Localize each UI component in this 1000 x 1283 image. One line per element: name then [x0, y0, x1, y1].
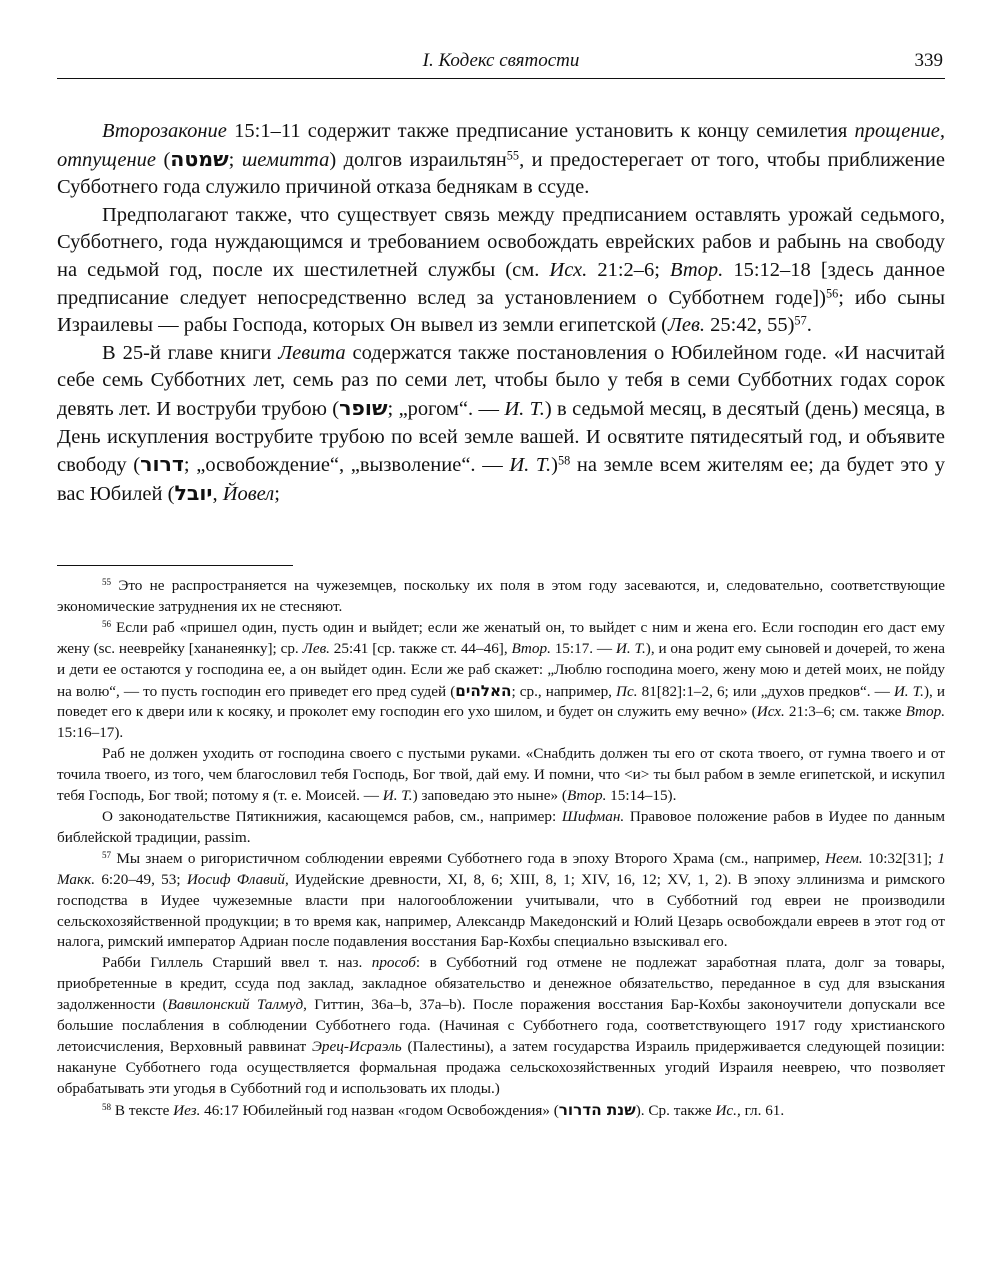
- footnote-divider: [57, 565, 293, 566]
- footnote-ref-55[interactable]: 55: [506, 147, 520, 162]
- footnotes: [57, 576, 945, 1122]
- footnote-number: 55: [102, 576, 112, 587]
- hebrew-word: יובל: [174, 480, 213, 505]
- footnote-57: $^{57}$ Мы знаем о ригористичном соблюдении евреями Субботнего года в эпоху Второго Храма (см., например, Неем. 10:32[31]; 1 Макк. 6:20–49, 53; Иосиф Флавий, Иудейские древности, XI, 8, 6; XIII, 8, 1; XIV, 16, 12; XV, 1, 2). В эпоху эллинизма и римского господства в Иудее чужеземные власти при налогообложении учитывали, что в Субботний год евреи не производили сельскохозяйственной продукции; в то время как, например, Александр Македонский и Юлий Цезарь освобождали евреев в этот год от налога, римский император Адриан после подавления восстания Бар-Кохбы специально взыскивал его.: [57, 849, 945, 951]
- hebrew-word: האלהים: [455, 681, 512, 700]
- footnote-ref-58[interactable]: 58: [557, 453, 571, 468]
- footnote-56-reference: О законодательстве Пятикнижия, касающемся рабов, см., например: Шифман. Правовое положение рабов в Иудее по данным библейской традиции, passim.: [57, 807, 945, 846]
- page-number: 339: [914, 50, 943, 71]
- hebrew-word: שופר: [339, 395, 388, 420]
- paragraph-3: В 25-й главе книги Левита содержатся также постановления о Юбилейном годе. «И насчитай себе семь Субботних лет, семь раз по семи лет, чтобы было у тебя в семи Субботних годах сорок девять лет. И воструби трубою (שופר; „рогом“. — И. Т.) в седьмой месяц, в десятый (день) месяца, в День искупления вострубите трубою по всей земле вашей. И освятите пятидесятый год, и объявите свободу (דרור; „освобождение“, „вызволение“. — И. Т.)$^{58}$ на земле всем жителям ее; да будет это у вас Юбилей (יובל, Йовел;: [57, 341, 946, 505]
- paragraph-2: Предполагают также, что существует связь между предписанием оставлять урожай седьмого, Субботнего, года нуждающимся и требованием освобождать еврейских рабов и рабынь на свободу на седьмой год, после их шестилетней службы (см. Исх. 21:2–6; Втор. 15:12–18 [здесь данное предписание следует непосредственно вслед за установлением о Субботнем годе])$^{56}$; ибо сыны Израилевы — рабы Господа, которых Он вывел из земли египетской (Лев. 25:42, 55)$^{57}$.: [57, 203, 946, 337]
- main-text: [57, 118, 945, 508]
- page-header: [57, 48, 945, 79]
- hebrew-word: דרור: [140, 452, 184, 477]
- footnote-number: 58: [102, 1101, 112, 1112]
- footnote-57-continued: Рабби Гиллель Старший ввел т. наз. прособ: в Субботний год отмене не подлежат заработная плата, долг за товары, приобретенные в кредит, ссуда под заклад, закладное обязательство и денежное обязательство, переданное в суд для взыскания задолженности (Вавилонский Талмуд, Гиттин, 36a–b, 37a–b). После поражения восстания Бар-Кохбы законоучители допускали все большие послабления в соблюдении Субботнего года. (Начиная с Субботнего года, соответствующего 1917 году христианского летоисчисления, Верховный раввинат Эрец-Исраэль (Палестины), а затем государства Израиль придерживается следующей позиции: накануне Субботнего года осуществляется формальная продажа сельскохозяйственных угодий Израиля нееврею, что позволяет обрабатывать эти угодья в Субботний год и использовать их плоды.): [57, 954, 946, 1097]
- paragraph-1: Второзаконие 15:1–11 содержит также предписание установить к концу семилетия прощение, отпущение (שמטה; шемитта) долгов израильтян$^{55}$, и предостерегает от того, чтобы приближение Субботнего года служило причиной отказа беднякам в ссуде.: [57, 120, 946, 199]
- footnote-number: 57: [102, 849, 112, 860]
- running-title: I. Кодекс святости: [422, 50, 580, 71]
- footnote-ref-56[interactable]: 56: [825, 285, 839, 300]
- footnote-56-continued: Раб не должен уходить от господина своего с пустыми руками. «Снабдить должен ты его от скота твоего, от гумна твоего и от точила твоего, из того, чем благословил тебя Господь, Бог твой, дай ему. И помни, что <и> ты был рабом в земле египетской, и искупил тебя Господь, Бог твой; потому я (т. е. Моисей. — И. Т.) заповедаю это ныне» (Втор. 15:14–15).: [57, 745, 945, 805]
- hebrew-word: שנת הדרור: [558, 1100, 636, 1119]
- footnote-58: $^{58}$ В тексте Иез. 46:17 Юбилейный год назван «годом Освобождения» (שנת הדרור). Ср. также Ис., гл. 61.: [102, 1100, 785, 1119]
- footnote-ref-57[interactable]: 57: [794, 313, 807, 328]
- footnote-55: $^{55}$ Это не распространяется на чужеземцев, поскольку их поля в этом году засеваются, и, следовательно, соответствующие экономические затруднения их не стесняют.: [57, 576, 945, 615]
- footnote-56: $^{56}$ Если раб «пришел один, пусть один и выйдет; если же женатый он, то выйдет с ним и жена его. Если господин его даст ему жену (sc. нееврейку [хананеянку]; ср. Лев. 25:41 [ср. также ст. 44–46], Втор. 15:17. — И. Т.), и она родит ему сыновей и дочерей, то жена и дети ее остаются у господина ее, а он выйдет один. Если же раб скажет: „Люблю господина моего, жену мою и детей моих, не пойду на волю“, — то пусть господин его приведет его пред судей (האלהים; ср., например, Пс. 81[82]:1–2, 6; или „духов предков“. — И. Т.), и поведет его к двери или к косяку, и проколет ему господин его ухо шилом, и будет он служить ему вечно» (Исх. 21:3–6; см. также Втор. 15:16–17).: [57, 618, 945, 742]
- footnote-number: 56: [102, 618, 112, 629]
- hebrew-word: שמטה: [170, 146, 229, 171]
